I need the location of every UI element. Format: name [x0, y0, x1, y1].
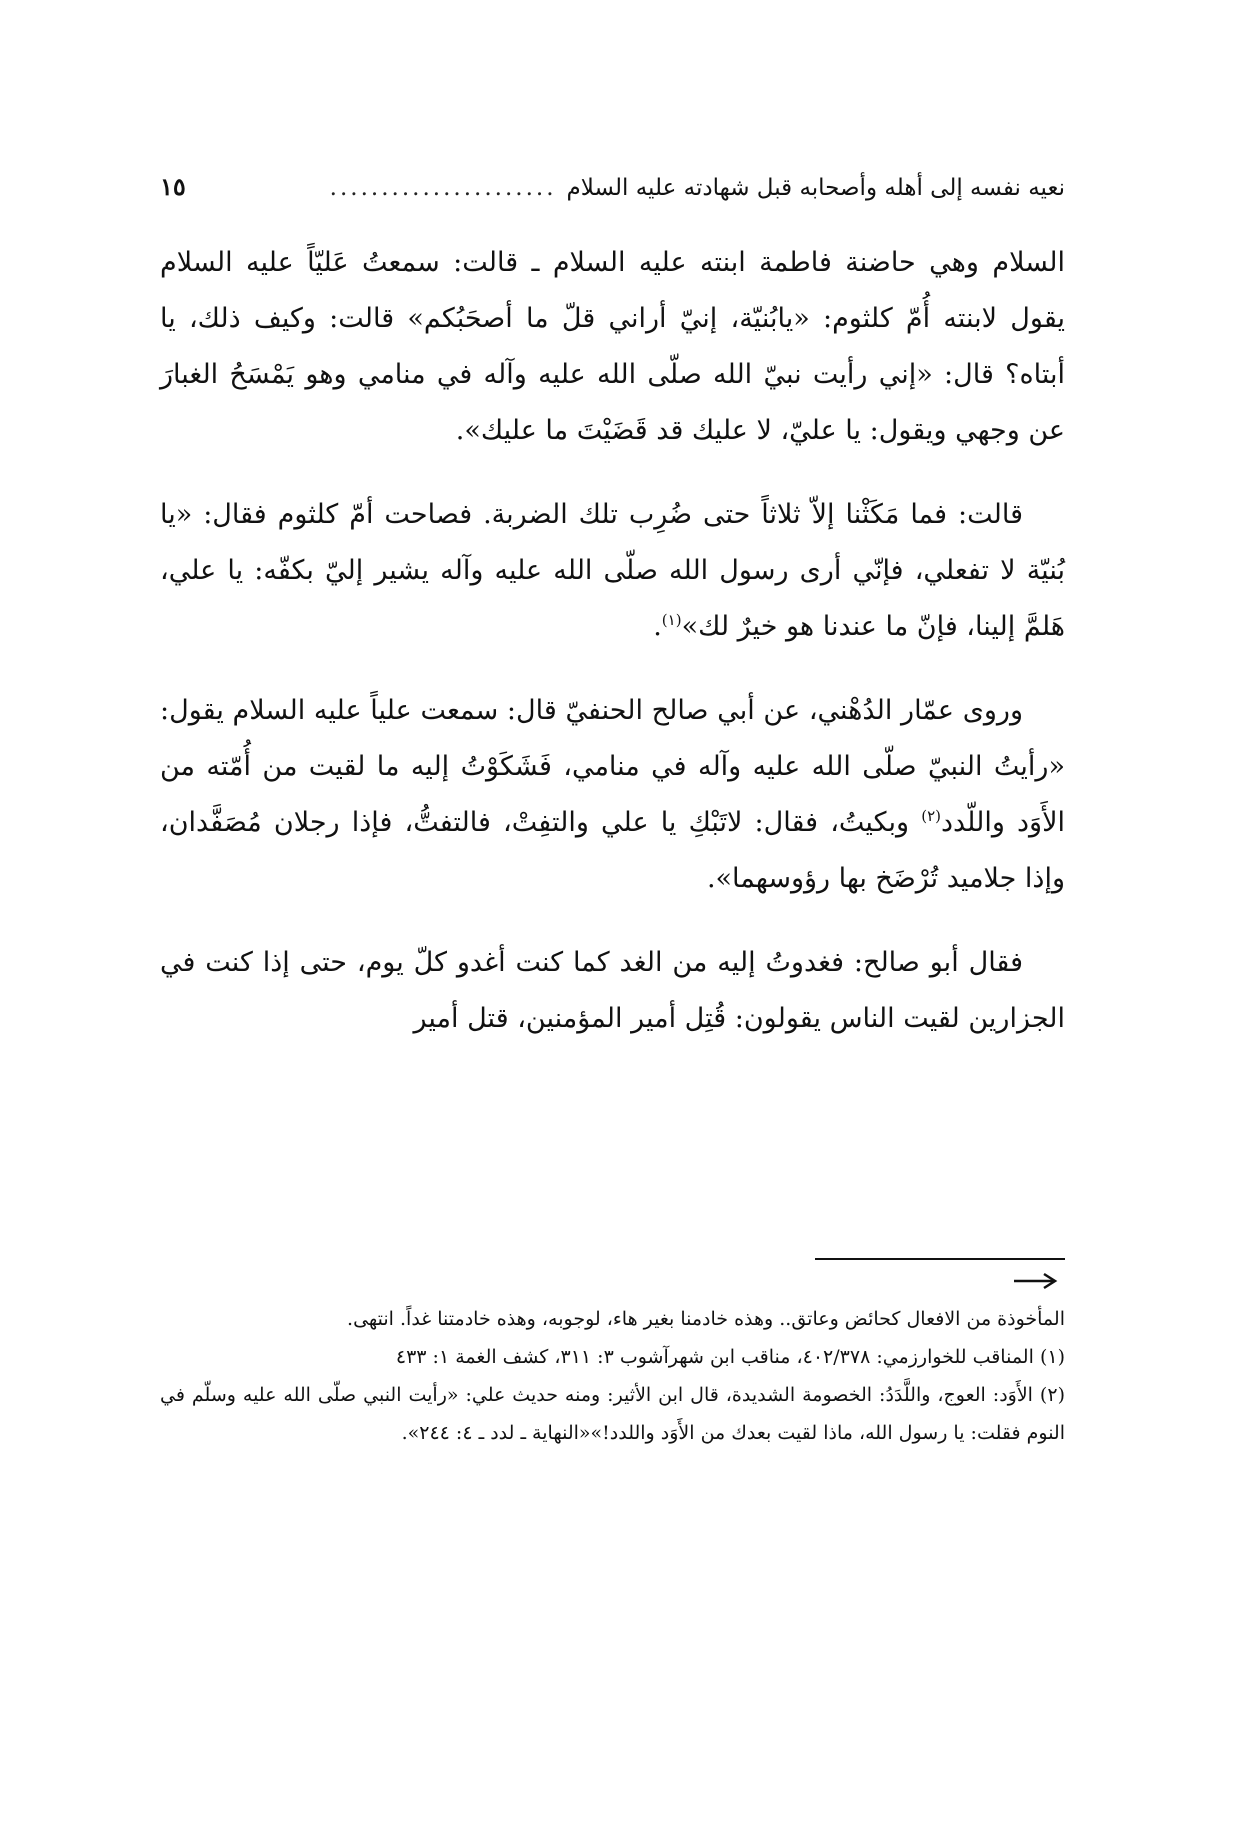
paragraph-3-rest: وبكيتُ، فقال: لاتَبْكِ يا علي والتفِتْ، فالتفتُّ، فإذا رجلان مُصَفَّدان، وإذا جلاميد تُرْضَخ بها رؤوسهما». — [160, 807, 1065, 894]
footnote-1-label: (١) — [1039, 1346, 1065, 1368]
footnote-1-text: المناقب للخوارزمي: ٤٠٢/٣٧٨، مناقب ابن شهرآشوب ٣: ٣١١، كشف الغمة ١: ٤٣٣ — [395, 1346, 1034, 1368]
footnote-separator — [815, 1258, 1065, 1260]
paragraph-2-end: . — [653, 611, 662, 642]
footnote-2-text: الأَوَد: العوج، واللَّدَدُ: الخصومة الشديدة، قال ابن الأثير: ومنه حديث علي: «رأيت النبي صلّى الله عليه وسلّم في النوم فقلت: يا رسول الله، ماذا لقيت بعدك من الأَوَد واللدد!»«النهاية ـ لدد ـ ٤: ٢٤٤». — [160, 1384, 1065, 1444]
paragraph-3 — [160, 683, 1065, 907]
running-header — [160, 172, 1065, 203]
footnote-ref-1: (١) — [661, 611, 682, 629]
footnote-2 — [160, 1376, 1065, 1452]
paragraph-3-text: وروى عمّار الدُهْني، عن أبي صالح الحنفيّ قال: سمعت علياً عليه السلام يقول: «رأيتُ النبيّ صلّى الله عليه وآله في منامي، فَشَكَوْتُ إليه ما لقيت من أُمّته من الأَوَد واللّدد — [160, 695, 1065, 838]
footnote-continuation: المأخوذة من الافعال كحائض وعاتق.. وهذه خادمنا بغير هاء، لوجوبه، وهذه خادمتنا غداً. انتهى. — [347, 1308, 1065, 1330]
paragraph-1: السلام وهي حاضنة فاطمة ابنته عليه السلام ـ قالت: سمعتُ عَليّاً عليه السلام يقول لابنته أُمّ كلثوم: «يابُنيّة، إنيّ أراني قلّ ما أصحَبُكم» قالت: وكيف ذلك، يا أبتاه؟ قال: «إني رأيت نبيّ الله صلّى الله عليه وآله في منامي وهو يَمْسَحُ الغبارَ عن وجهي ويقول: يا عليّ، لا عليك قد قَضَيْتَ ما عليك». — [160, 247, 1065, 446]
footnote-ref-2: (٢) — [921, 807, 941, 825]
paragraph-2-text: قالت: فما مَكَثْنا إلاّ ثلاثاً حتى ضُرِب تلك الضربة. فصاحت أمّ كلثوم فقال: «يا بُنيّة لا تفعلي، فإنّي أرى رسول الله صلّى الله عليه وآله يشير إليّ بكفّه: يا علي، هَلمَّ إلينا، فإنّ ما عندنا هو خيرٌ لك» — [160, 499, 1065, 642]
leader-dots: ...................... — [329, 175, 557, 201]
arrow-right-icon — [1010, 1270, 1060, 1292]
paragraph-2 — [160, 487, 1065, 655]
running-title: نعيه نفسه إلى أهله وأصحابه قبل شهادته عليه السلام — [566, 175, 1065, 201]
paragraph-4: فقال أبو صالح: فغدوتُ إليه من الغد كما كنت أغدو كلّ يوم، حتى إذا كنت في الجزارين لقيت الناس يقولون: قُتِل أمير المؤمنين، قتل أمير — [160, 947, 1065, 1034]
footnote-2-label: (٢) — [1039, 1384, 1065, 1406]
page-number: ١٥ — [160, 172, 186, 201]
footnote-1 — [160, 1338, 1065, 1376]
footnotes — [160, 1300, 1065, 1452]
main-text — [160, 235, 1065, 1047]
